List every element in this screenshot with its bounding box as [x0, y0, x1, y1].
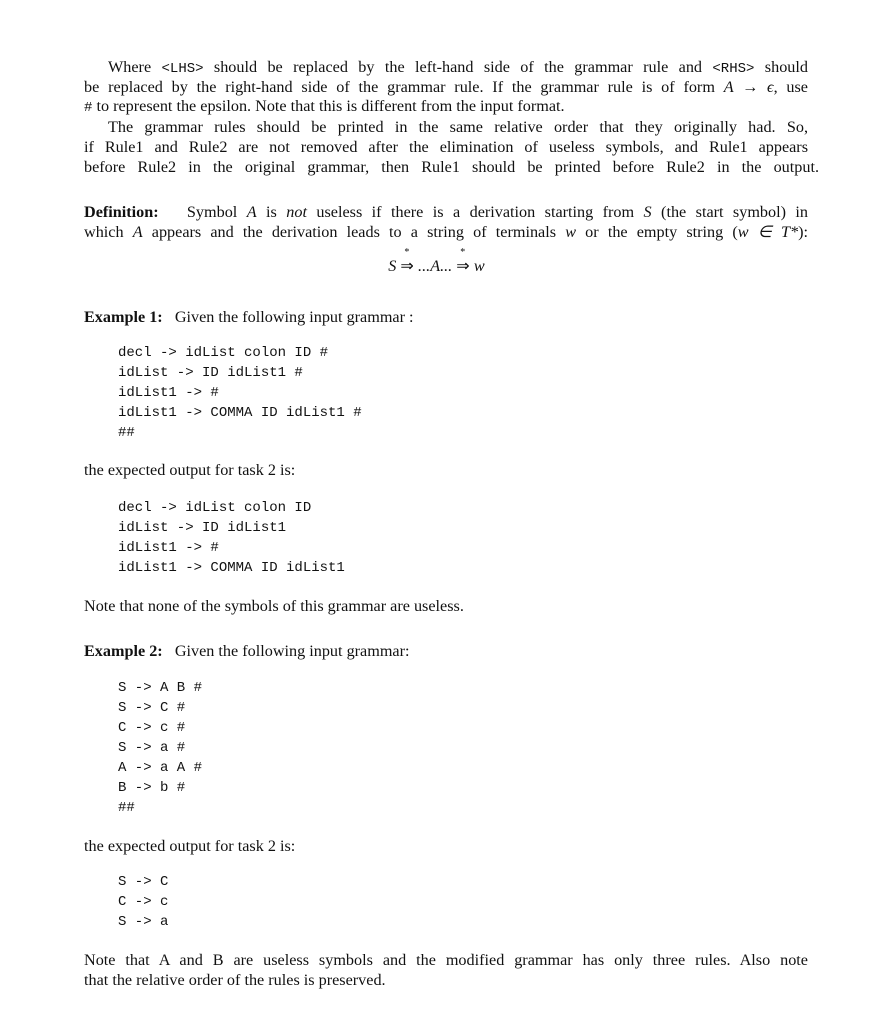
example-note: Note that A and B are useless symbols and the modified grammar has only three rules. Also note: [84, 951, 808, 969]
example-note: Note that none of the symbols of this grammar are useless.: [84, 597, 464, 615]
derivation-formula: S * ⇒ ...A... * ⇒ w: [388, 247, 485, 275]
example-heading: Example 2: Given the following input grammar:: [84, 642, 410, 660]
text-line: be replaced by the right-hand side of the grammar rule. If the grammar rule is of form A → ϵ, use: [84, 78, 808, 96]
text-line: Definition: Symbol A is not useless if there is a derivation starting from S (the start symbol) in: [84, 203, 809, 221]
text-line: which A appears and the derivation leads to a string of terminals w or the empty string (w ∈ T*):: [84, 223, 808, 241]
output-grammar-code: S -> C C -> c S -> a: [118, 874, 169, 930]
input-grammar-code: S -> A B # S -> C # C -> c # S -> a # A -> a A # B -> b # ##: [118, 680, 203, 816]
output-grammar-code: decl -> idList colon ID idList -> ID idList1 idList1 -> # idList1 -> COMMA ID idList1: [118, 500, 345, 576]
expected-label: the expected output for task 2 is:: [84, 837, 296, 855]
definition-label: Definition:: [84, 203, 159, 221]
example-note: that the relative order of the rules is preserved.: [84, 971, 386, 989]
text-line: if Rule1 and Rule2 are not removed after the elimination of useless symbols, and Rule1 appears: [84, 138, 808, 156]
text-line: before Rule2 in the original grammar, then Rule1 should be printed before Rule2 in the output.: [84, 158, 819, 176]
text-line: # to represent the epsilon. Note that this is different from the input format.: [84, 97, 565, 116]
input-grammar-code: decl -> idList colon ID # idList -> ID idList1 # idList1 -> # idList1 -> COMMA ID idList1 # ##: [118, 345, 362, 441]
text-line: Where <LHS> should be replaced by the left-hand side of the grammar rule and <RHS> should: [108, 58, 808, 77]
example-heading: Example 1: Given the following input grammar :: [84, 308, 414, 326]
expected-label: the expected output for task 2 is:: [84, 461, 296, 479]
text-line: The grammar rules should be printed in the same relative order that they originally had. So,: [108, 118, 808, 136]
